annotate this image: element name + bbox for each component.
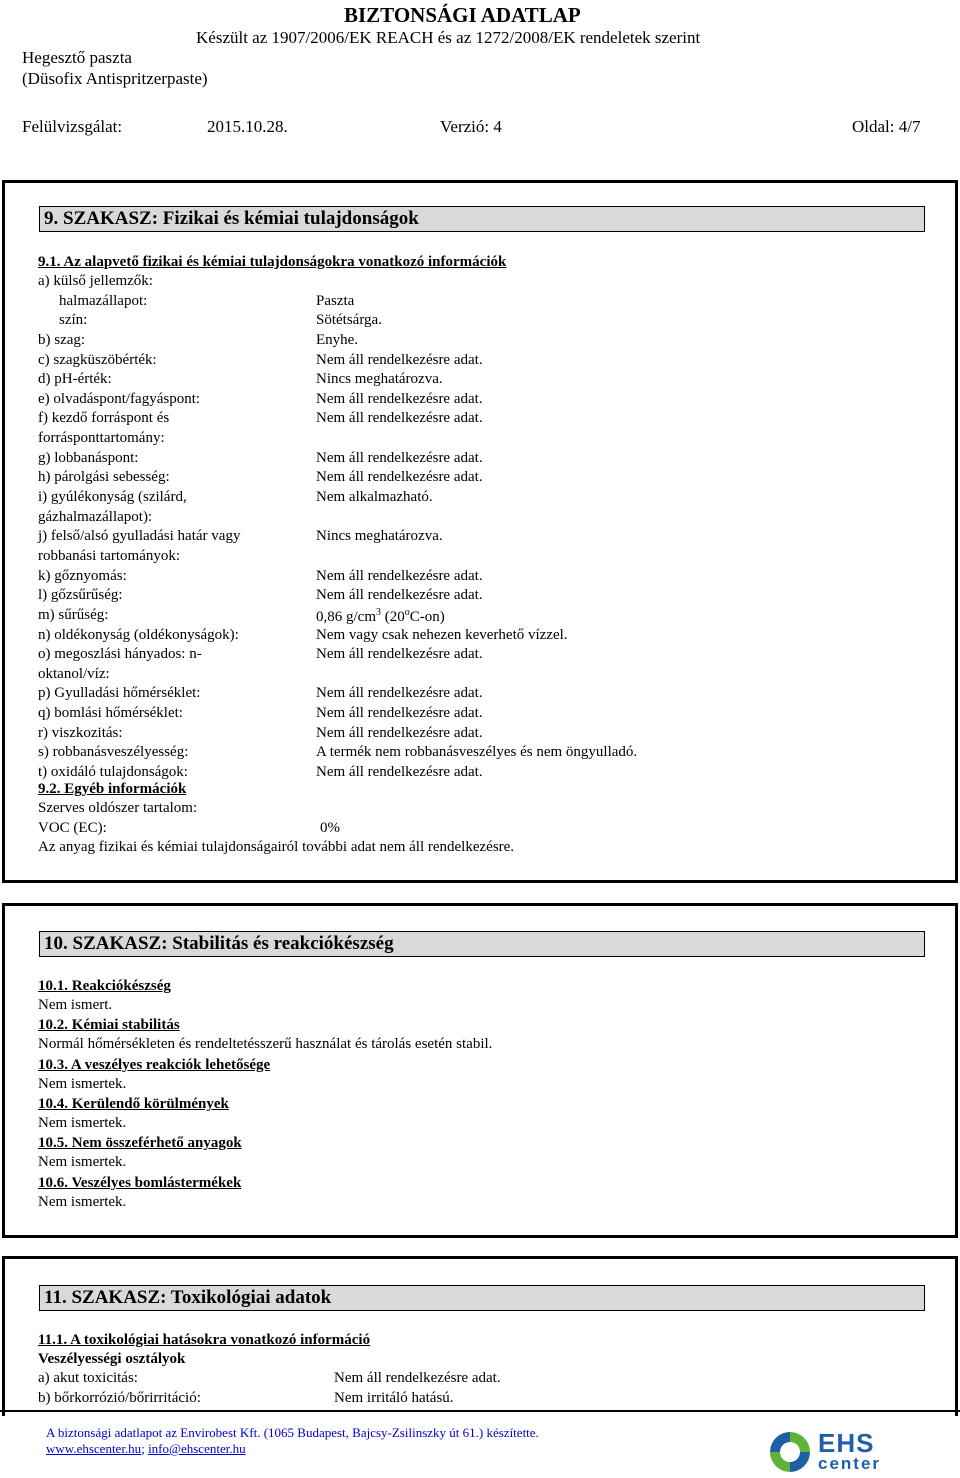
property-value: Sötétsárga. xyxy=(316,312,382,328)
property-value: Nem áll rendelkezésre adat. xyxy=(316,685,483,701)
revision-label: Felülvizsgálat: xyxy=(22,117,123,136)
property-label: j) felső/alsó gyulladási határ vagy xyxy=(38,528,241,544)
section-9-note: Az anyag fizikai és kémiai tulajdonságairól további adat nem áll rendelkezésre. xyxy=(38,839,515,855)
property-value: Nem áll rendelkezésre adat. xyxy=(316,391,483,407)
property-value: Nincs meghatározva. xyxy=(316,528,443,544)
property-label: f) kezdő forráspont és xyxy=(38,410,170,426)
property-value xyxy=(316,607,445,626)
property-label: o) megoszlási hányados: n- xyxy=(38,646,202,662)
property-label: p) Gyulladási hőmérséklet: xyxy=(38,685,201,701)
property-value: Nem áll rendelkezésre adat. xyxy=(316,352,483,368)
property-label: gázhalmazállapot): xyxy=(38,509,153,525)
property-value: Nem áll rendelkezésre adat. xyxy=(316,646,483,662)
property-label: r) viszkozitás: xyxy=(38,725,123,741)
ehs-center-logo xyxy=(760,1428,950,1476)
property-label: c) szagküszöbérték: xyxy=(38,352,157,368)
property-label: oktanol/víz: xyxy=(38,666,110,682)
website-link[interactable]: www.ehscenter.hu xyxy=(46,1441,142,1456)
footer-divider xyxy=(0,1410,960,1412)
subsection-text: Nem ismertek. xyxy=(38,1154,127,1170)
logo-text-ehs: EHS xyxy=(818,1428,875,1458)
property-value: Nem áll rendelkezésre adat. xyxy=(316,705,483,721)
link-separator: ; xyxy=(141,1441,149,1456)
property-value: Nem áll rendelkezésre adat. xyxy=(334,1370,501,1386)
property-label: forrásponttartomány: xyxy=(38,430,165,446)
value-part: 0,86 g/cm xyxy=(316,609,376,625)
document-title: BIZTONSÁGI ADATLAP xyxy=(344,3,581,27)
property-label: k) gőznyomás: xyxy=(38,568,127,584)
superscript: 3 xyxy=(376,607,381,618)
subsection-title: 10.3. A veszélyes reakciók lehetősége xyxy=(38,1057,271,1073)
property-value: Nem áll rendelkezésre adat. xyxy=(316,587,483,603)
subsection-text: Nem ismertek. xyxy=(38,1194,127,1210)
property-value: Paszta xyxy=(316,293,355,309)
superscript: o xyxy=(404,607,410,618)
section-11-heading: 11. SZAKASZ: Toxikológiai adatok xyxy=(39,1285,925,1311)
property-value: Nem vagy csak nehezen keverhető vízzel. xyxy=(316,627,568,643)
property-label: l) gőzsűrűség: xyxy=(38,587,123,603)
property-value: Enyhe. xyxy=(316,332,359,348)
property-label: e) olvadáspont/fagyáspont: xyxy=(38,391,201,407)
property-value: Nem alkalmazható. xyxy=(316,489,433,505)
value-part: C-on) xyxy=(409,609,445,625)
email-link[interactable]: info@ehscenter.hu xyxy=(148,1441,246,1456)
voc-value: 0% xyxy=(320,820,340,836)
property-value: Nem áll rendelkezésre adat. xyxy=(316,764,483,780)
section-9-heading: 9. SZAKASZ: Fizikai és kémiai tulajdonságok xyxy=(39,206,925,232)
property-label: b) szag: xyxy=(38,332,86,348)
hazard-classes-label: Veszélyességi osztályok xyxy=(38,1351,186,1367)
property-label: halmazállapot: xyxy=(59,293,148,309)
section-11-1-heading: 11.1. A toxikológiai hatásokra vonatkozó információ xyxy=(38,1332,371,1348)
property-value: Nem irritáló hatású. xyxy=(334,1390,454,1406)
logo-text-center: center xyxy=(818,1454,882,1473)
subsection-title: 10.2. Kémiai stabilitás xyxy=(38,1017,180,1033)
subsection-title: 10.6. Veszélyes bomlástermékek xyxy=(38,1175,242,1191)
ehs-logo-mark-icon xyxy=(760,1428,820,1476)
product-name: Hegesztő paszta xyxy=(22,48,132,67)
voc-label: VOC (EC): xyxy=(38,820,107,836)
property-label: a) külső jellemzők: xyxy=(38,273,153,289)
regulation-subtitle: Készült az 1907/2006/EK REACH és az 1272/2008/EK rendeletek szerint xyxy=(196,28,701,47)
property-value: Nem áll rendelkezésre adat. xyxy=(316,725,483,741)
property-label: robbanási tartományok: xyxy=(38,548,181,564)
property-value: A termék nem robbanásveszélyes és nem öngyulladó. xyxy=(316,744,638,760)
property-label: i) gyúlékonyság (szilárd, xyxy=(38,489,187,505)
property-value: Nincs meghatározva. xyxy=(316,371,443,387)
property-label: m) sűrűség: xyxy=(38,607,109,623)
page-number: Oldal: 4/7 xyxy=(852,117,921,136)
property-label: t) oxidáló tulajdonságok: xyxy=(38,764,188,780)
property-label: n) oldékonyság (oldékonyságok): xyxy=(38,627,239,643)
property-value: Nem áll rendelkezésre adat. xyxy=(316,410,483,426)
subsection-text: Nem ismertek. xyxy=(38,1115,127,1131)
revision-date: 2015.10.28. xyxy=(207,117,288,136)
section-10-heading: 10. SZAKASZ: Stabilitás és reakciókészség xyxy=(39,931,925,957)
property-value: Nem áll rendelkezésre adat. xyxy=(316,568,483,584)
subsection-text: Nem ismertek. xyxy=(38,1076,127,1092)
property-value: Nem áll rendelkezésre adat. xyxy=(316,450,483,466)
value-part: (20 xyxy=(381,609,405,625)
subsection-text: Normál hőmérsékleten és rendeltetésszerű használat és tárolás esetén stabil. xyxy=(38,1036,493,1052)
property-label: b) bőrkorrózió/bőrirritáció: xyxy=(38,1390,201,1406)
subsection-title: 10.1. Reakciókészség xyxy=(38,978,171,994)
property-label: g) lobbanáspont: xyxy=(38,450,139,466)
section-9-2-heading: 9.2. Egyéb információk xyxy=(38,781,187,797)
property-label: h) párolgási sebesség: xyxy=(38,469,170,485)
property-label: s) robbanásveszélyesség: xyxy=(38,744,189,760)
footer-links xyxy=(46,1441,246,1457)
footer-credit: A biztonsági adatlapot az Envirobest Kft. (1065 Budapest, Bajcsy-Zsilinszky út 61.) készítette. xyxy=(46,1425,539,1440)
section-9-1-heading: 9.1. Az alapvető fizikai és kémiai tulajdonságokra vonatkozó információk xyxy=(38,254,507,270)
organic-solvent-label: Szerves oldószer tartalom: xyxy=(38,800,198,816)
property-label: d) pH-érték: xyxy=(38,371,112,387)
subsection-text: Nem ismert. xyxy=(38,997,113,1013)
property-label: szín: xyxy=(59,312,88,328)
property-label: a) akut toxicitás: xyxy=(38,1370,138,1386)
property-label: q) bomlási hőmérséklet: xyxy=(38,705,183,721)
version: Verzió: 4 xyxy=(440,117,502,136)
property-value: Nem áll rendelkezésre adat. xyxy=(316,469,483,485)
subsection-title: 10.4. Kerülendő körülmények xyxy=(38,1096,229,1112)
subsection-title: 10.5. Nem összeférhető anyagok xyxy=(38,1135,242,1151)
product-trade-name: (Düsofix Antispritzerpaste) xyxy=(22,69,208,88)
